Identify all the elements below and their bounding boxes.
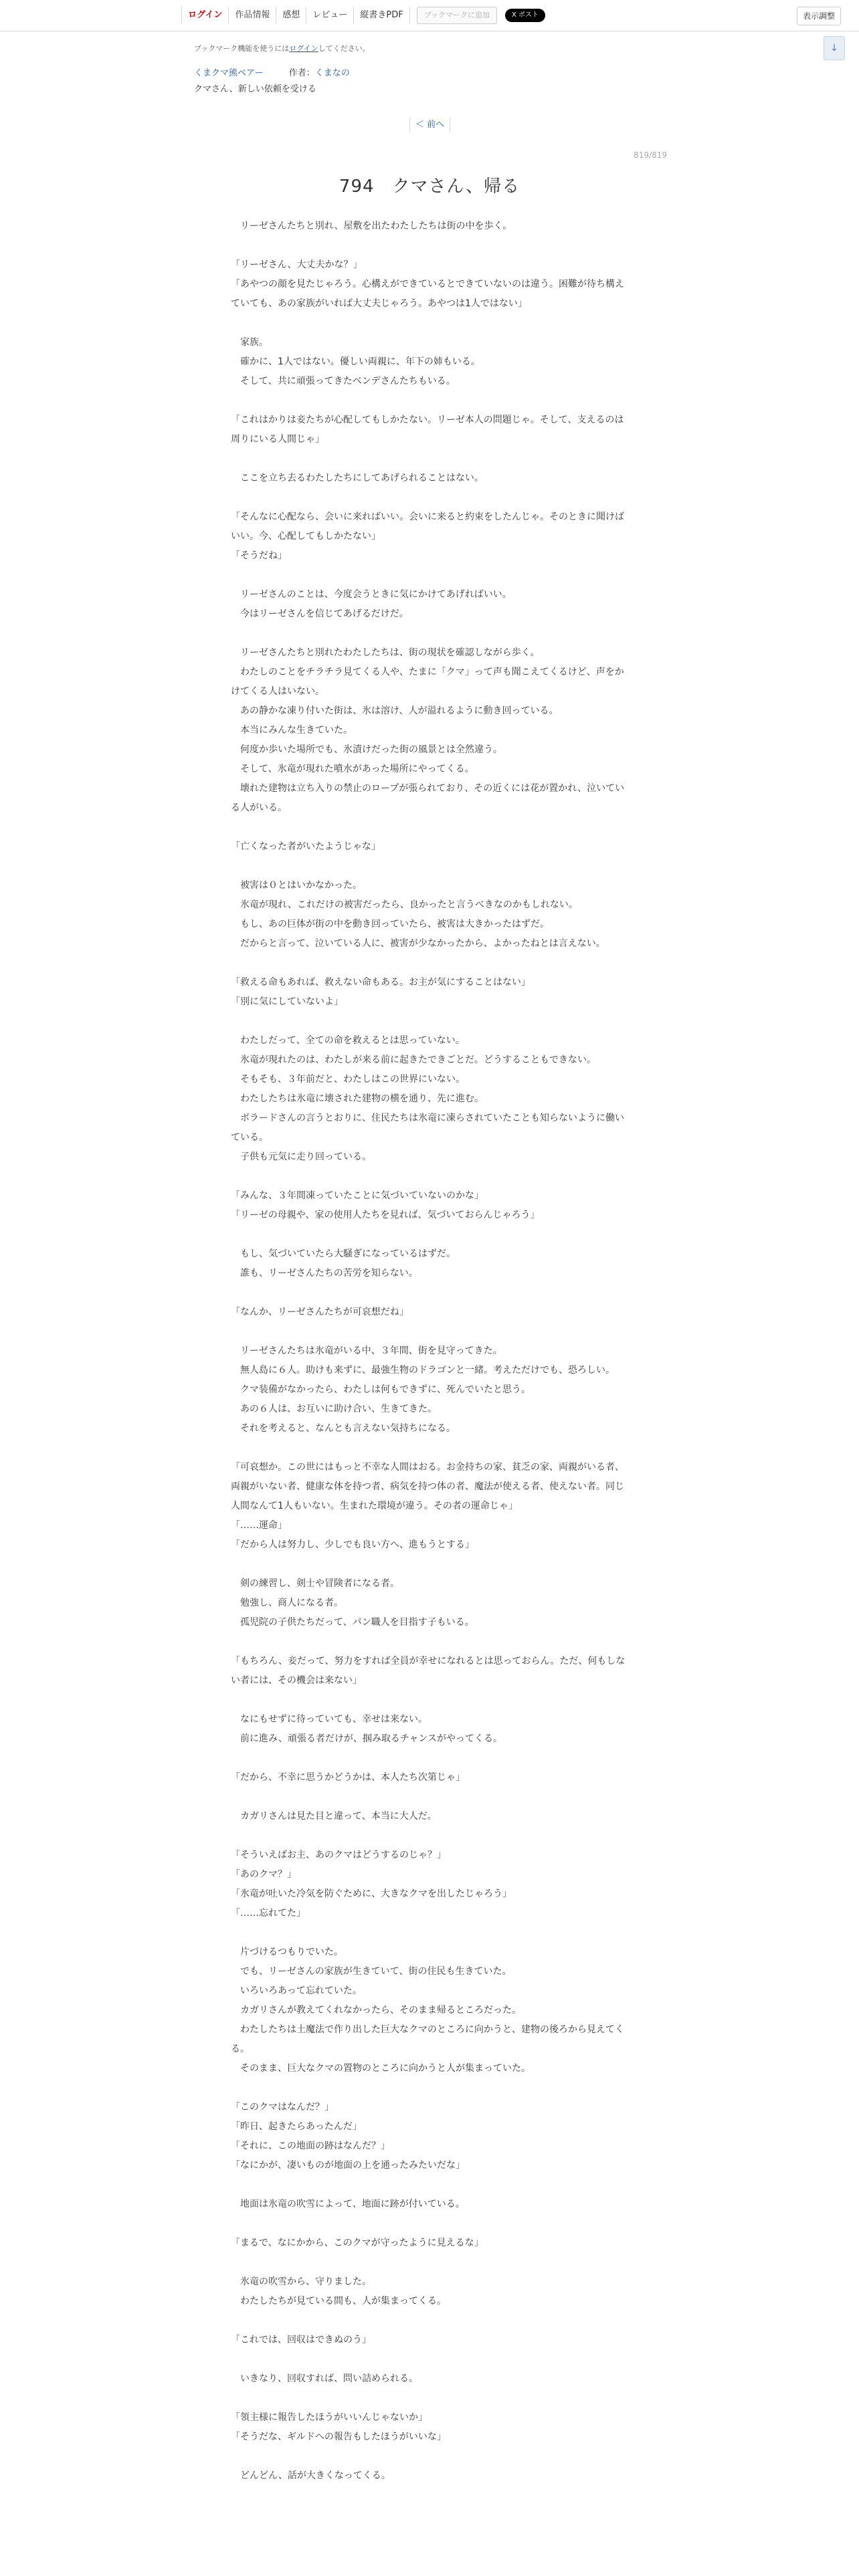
body-line: 氷竜の吹雪から、守りました。 (231, 2276, 371, 2287)
body-line: 「氷竜が吐いた冷気を防ぐために、大きなクマを出したじゃろう」 (231, 1889, 512, 1899)
body-line: そのまま、巨大なクマの置物のところに向かうと人が集まっていた。 (231, 2063, 531, 2074)
body-line: でも、リーゼさんの家族が生きていて、街の住民も生きていた。 (231, 1966, 512, 1977)
body-line: 「そういえばお主、あのクマはどうするのじゃ？」 (231, 1850, 446, 1860)
body-line (231, 391, 628, 411)
body-line: わたしのことをチラチラ見てくる人や、たまに「クマ」って声も聞こえてくるけど、声をかけてくる人はいない。 (231, 667, 624, 697)
body-line (231, 2447, 628, 2466)
body-line: もし、気づいていたら大騒ぎになっているはずだ。 (231, 1249, 456, 1259)
body-line: そして、共に頑張ってきたベンデさんたちもいる。 (231, 376, 456, 387)
body-line: 子供も元気に走り回っている。 (231, 1152, 371, 1162)
novel-body (231, 217, 628, 2486)
series-title-link[interactable]: くまクマ熊ベアー (194, 68, 264, 78)
body-line: クマ装備がなかったら、わたしは何もできずに、死んでいたと思う。 (231, 1384, 531, 1395)
body-line (231, 1225, 628, 1245)
body-line: 「リーゼの母親や、家の使用人たちを見れば、気づいておらんじゃろう」 (231, 1210, 540, 1220)
body-line: 氷竜が現れたのは、わたしが来る前に起きたできごとだ。どうすることもできない。 (231, 1055, 596, 1065)
x-share-label: X ポスト (511, 11, 539, 19)
body-line: 勉強し、商人になる者。 (231, 1598, 343, 1608)
body-line (231, 2175, 628, 2195)
body-line: 「これでは、回収はできぬのう」 (231, 2335, 371, 2345)
body-line: そもそも、３年前だと、わたしはこの世界にいない。 (231, 1074, 465, 1085)
body-line: ボラードさんの言うとおりに、住民たちは氷竜に凍らされていたことも知らないように働いている。 (231, 1113, 624, 1143)
body-line: いきなり、回収すれば、問い詰められる。 (231, 2373, 418, 2384)
body-line: 「……運命」 (231, 1520, 287, 1531)
x-share-button[interactable] (505, 9, 545, 22)
body-line (231, 2389, 628, 2408)
body-line: いろいろあって忘れていた。 (231, 1985, 362, 1996)
body-line: 「そうだな、ギルドへの報告もしたほうがいいな」 (231, 2432, 446, 2442)
notice-text-after: してください。 (318, 44, 370, 53)
body-line: カガリさんが教えてくれなかったら、そのまま帰るところだった。 (231, 2005, 521, 2016)
body-line: あの静かな凍り付いた街は、氷は溶け、人が溢れるように動き回っている。 (231, 706, 559, 716)
page-counter: 819/819 (634, 150, 667, 160)
reviews-link[interactable]: レビュー (306, 7, 353, 24)
impressions-link[interactable]: 感想 (276, 7, 306, 24)
body-line: 「救える命もあれば、救えない命もある。お主が気にすることはない」 (231, 977, 531, 988)
arrow-up-icon: ↓ (830, 43, 838, 53)
body-line: 前に進み、頑張る者だけが、掴み取るチャンスがやってくる。 (231, 1733, 502, 1744)
page-top-button[interactable] (824, 36, 845, 60)
body-line (231, 624, 628, 643)
body-line (231, 818, 628, 837)
body-line (231, 1555, 628, 1574)
add-bookmark-button[interactable]: ブックマークに追加 (417, 7, 497, 24)
body-line (231, 236, 628, 255)
body-line: 剣の練習し、剣士や冒険者になる者。 (231, 1578, 399, 1589)
body-line: 氷竜が現れ、これだけの被害だったら、良かったと言うべきなのかもしれない。 (231, 899, 578, 910)
chapter-subtitle: クマさん、新しい依頼を受ける (194, 84, 316, 94)
body-line: 片づけるつもりでいた。 (231, 1947, 343, 1957)
body-line (231, 1167, 628, 1186)
body-line (231, 1632, 628, 1652)
body-line: 「だから、不幸に思うかどうかは、本人たち次第じゃ」 (231, 1772, 465, 1783)
body-line: 「なんか、リーゼさんたちが可哀想だね」 (231, 1307, 409, 1317)
body-line (231, 1322, 628, 1341)
body-line: 「……忘れてた」 (231, 1908, 306, 1919)
body-line: 無人島に６人。助けも来ずに、最強生物のドラゴンと一緒。考えただけでも、恐ろしい。 (231, 1365, 615, 1376)
body-line (231, 2350, 628, 2369)
bookmark-login-notice (194, 43, 370, 53)
chapter-title: 794 クマさん、帰る (339, 177, 520, 197)
body-line (231, 2253, 628, 2272)
nav-links (181, 7, 545, 24)
body-line: カガリさんは見た目と違って、本当に大人だ。 (231, 1811, 437, 1822)
body-line (231, 1438, 628, 1458)
body-line (231, 2311, 628, 2331)
author-name-link[interactable]: くまなの (314, 68, 350, 78)
body-line (231, 2214, 628, 2234)
work-info-link[interactable]: 作品情報 (228, 7, 276, 24)
body-line: わたしたちは氷竜に壊された建物の横を通り、先に進む。 (231, 1093, 484, 1104)
body-line: それを考えると、なんとも言えない気持ちになる。 (231, 1423, 456, 1434)
body-line: 被害は０とはいかなかった。 (231, 880, 362, 891)
body-line: どんどん、話が大きくなってくる。 (231, 2470, 391, 2481)
body-line: 誰も、リーゼさんたちの苦労を知らない。 (231, 1268, 418, 1279)
body-line: だからと言って、泣いている人に、被害が少なかったから、よかったねとは言えない。 (231, 938, 605, 949)
body-line: 孤児院の子供たちだって、パン職人を目指す子もいる。 (231, 1617, 474, 1628)
body-line: 「まるで、なにかから、このクマが守ったように見えるな」 (231, 2238, 484, 2248)
prev-page-link[interactable]: ＜ 前へ (409, 118, 450, 132)
login-link[interactable]: ログイン (181, 7, 228, 24)
body-line (231, 1923, 628, 1943)
body-line (231, 2078, 628, 2098)
body-line: 「可哀想か。この世にはもっと不幸な人間はおる。お金持ちの家、貧乏の家、両親がいる者、両親がいない者、健康な体を持つ者、病気を持つ体の者、魔法が使える者、使えない者。同じ人間なんて1人もいない。生まれた環境が違う。その者の運命じゃ」 (231, 1462, 624, 1511)
body-line (231, 488, 628, 508)
body-line: 何度か歩いた場所でも、氷漬けだった街の風景とは全然違う。 (231, 744, 502, 755)
body-line (231, 1283, 628, 1303)
notice-login-link[interactable]: ログイン (289, 44, 318, 53)
body-line: なにもせずに待っていても、幸せは来ない。 (231, 1714, 427, 1725)
body-line: リーゼさんたちは氷竜がいる中、３年間、街を見守ってきた。 (231, 1346, 502, 1356)
notice-text-before: ブックマーク機能を使うには (194, 44, 290, 53)
body-line: 「このクマはなんだ？」 (231, 2102, 334, 2113)
body-line: わたしだって、全ての命を救えるとは思っていない。 (231, 1035, 465, 1046)
body-line: 今はリーゼさんを信じてあげるだけだ。 (231, 609, 409, 619)
body-line: 「リーゼさん、大丈夫かな？」 (231, 259, 363, 270)
body-line (231, 449, 628, 469)
body-line: 「そんなに心配なら、会いに来ればいい。会いに来ると約束をしたんじゃ。そのときに聞けばいい。今、心配してもしかたない」 (231, 512, 624, 542)
body-line (231, 954, 628, 973)
body-line (231, 1788, 628, 1807)
body-line (231, 1826, 628, 1846)
body-line: もし、あの巨体が街の中を動き回っていたら、被害は大きかったはずだ。 (231, 919, 549, 930)
body-line: 地面は氷竜の吹雪によって、地面に跡が付いている。 (231, 2199, 465, 2210)
body-line: 「もちろん、妾だって、努力をすれば全員が幸せになれるとは思っておらん。ただ、何もしない者には、その機会は来ない」 (231, 1656, 626, 1686)
body-line: 「なにかが、凄いものが地面の上を通ったみたいだな」 (231, 2160, 465, 2171)
body-line: 「みんな、３年間凍っていたことに気づいていないのかな」 (231, 1190, 484, 1201)
body-line (231, 1691, 628, 1710)
series-info (194, 66, 350, 78)
body-line: 確かに、1人ではない。優しい両親に、年下の姉もいる。 (231, 356, 480, 367)
body-line: リーゼさんのことは、今度会うときに気にかけてあげればいい。 (231, 589, 512, 600)
body-line (231, 857, 628, 876)
body-line: 「あやつの顔を見たじゃろう。心構えができているとできていないのは違う。困難が待ち構えていても、あの家族がいれば大丈夫じゃろう。あやつは1人ではない」 (231, 279, 624, 309)
top-nav-bar (0, 0, 859, 31)
body-line (231, 314, 628, 333)
display-settings-button[interactable]: 表示調整 (797, 7, 841, 25)
body-line: 「そうだね」 (231, 550, 287, 561)
body-line (231, 566, 628, 585)
author-label: 作者： (288, 68, 315, 78)
body-line: 「それに、この地面の跡はなんだ？」 (231, 2141, 390, 2151)
body-line: 「あのクマ？」 (231, 1869, 296, 1880)
body-line: 本当にみんな生きていた。 (231, 725, 353, 736)
body-line: 「別に気にしていないよ」 (231, 996, 343, 1007)
body-line: あの６人は、お互いに助け合い、生きてきた。 (231, 1404, 437, 1414)
body-line: わたしたちは土魔法で作り出した巨大なクマのところに向かうと、建物の後ろから見えてくる。 (231, 2024, 624, 2054)
body-line: ここを立ち去るわたしたちにしてあげられることはない。 (231, 473, 484, 484)
body-line: そして、氷竜が現れた噴水があった場所にやってくる。 (231, 764, 474, 774)
body-line (231, 1012, 628, 1031)
body-line: 「領主様に報告したほうがいいんじゃないか」 (231, 2412, 427, 2423)
body-line: リーゼさんたちと別れたわたしたちは、街の現状を確認しながら歩く。 (231, 647, 540, 658)
body-line: リーゼさんたちと別れ、屋敷を出たわたしたちは街の中を歩く。 (231, 221, 512, 231)
body-line: 「これはかりは妾たちが心配してもしかたない。リーゼ本人の問題じゃ。そして、支えるのは周りにいる人間じゃ」 (231, 415, 624, 445)
body-line: 家族。 (231, 337, 268, 348)
body-line: 壊れた建物は立ち入りの禁止のロープが張られており、その近くには花が置かれ、泣いている人がいる。 (231, 783, 625, 813)
body-line: 「だから人は努力し、少しでも良い方へ、進もうとする」 (231, 1539, 474, 1550)
body-line: 「亡くなった者がいたようじゃな」 (231, 841, 381, 852)
body-line: わたしたちが見ている間も、人が集まってくる。 (231, 2296, 446, 2306)
vertical-pdf-link[interactable]: 縦書きPDF (353, 7, 409, 24)
body-line (231, 1749, 628, 1768)
body-line: 「昨日、起きたらあったんだ」 (231, 2121, 362, 2132)
